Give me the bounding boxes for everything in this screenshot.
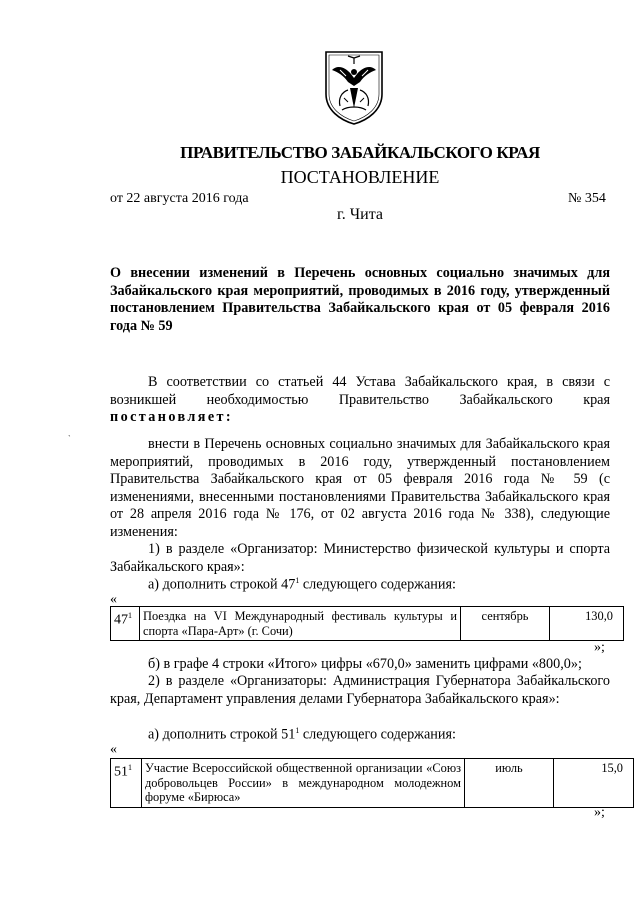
decision-word: постановляет: — [110, 409, 234, 425]
event-month: июль — [465, 759, 554, 808]
document-type: ПОСТАНОВЛЕНИЕ — [280, 167, 440, 187]
item-1-text: 1) в разделе «Организатор: Министерство физической культуры и спорта Забайкальского края»: — [110, 541, 610, 575]
item-2-text: 2) в разделе «Организаторы: Администрация Губернатора Забайкальского края, Департамент управления делами Губернатора Забайкальского края»: — [110, 673, 610, 707]
document-city: г. Чита — [336, 206, 383, 223]
item-1b: б) в графе 4 строки «Итого» цифры «670,0» заменить цифрами «800,0»; — [148, 656, 582, 672]
event-name: Участие Всероссийской общественной организации «Союз добровольцев России» в международном молодежном форуме «Бирюса» — [142, 759, 465, 808]
amendment-table-1 — [110, 606, 624, 641]
document-number: № 354 — [568, 191, 606, 206]
row-number: $51^1$ — [111, 759, 142, 808]
government-title: ПРАВИТЕЛЬСТВО ЗАБАЙКАЛЬСКОГО КРАЯ — [180, 143, 540, 162]
item-2 — [110, 673, 610, 708]
margin-mark: ` — [68, 434, 71, 443]
quote-open-2: « — [110, 742, 117, 757]
preamble-text: В соответствии со статьей 44 Устава Забайкальского края, в связи с возникшей необходимостью Правительство Забайкальского края — [110, 374, 610, 408]
table-row — [111, 759, 634, 808]
item-1 — [110, 541, 610, 576]
event-sum: 15,0 — [554, 759, 634, 808]
event-sum: 130,0 — [550, 607, 624, 641]
item-2a: а) дополнить строкой $51^1$ следующего содержания: — [148, 726, 456, 743]
document-date: от 22 августа 2016 года — [110, 191, 249, 206]
item-1a: а) дополнить строкой $47^1$ следующего содержания: — [148, 576, 456, 593]
intro-text: внести в Перечень основных социально значимых для Забайкальского края мероприятий, проводимых в 2016 году, утвержденный постановлением Правительства Забайкальского края от 05 февраля 2016 года № 59 (с изменениями, внесенными постановлениями Правительства Забайкальского края от 28 апреля 2016 года № 176, от 02 августа 2016 года № 338), следующие изменения: — [110, 436, 610, 540]
intro-paragraph — [110, 436, 610, 541]
coat-of-arms-emblem — [318, 48, 390, 126]
table-row — [111, 607, 624, 641]
preamble — [110, 374, 610, 427]
quote-close-2: »; — [594, 805, 605, 820]
quote-open-1: « — [110, 592, 117, 607]
quote-close-1: »; — [594, 640, 605, 655]
amendment-table-2 — [110, 758, 634, 808]
event-name: Поездка на VI Международный фестиваль культуры и спорта «Пара-Арт» (г. Сочи) — [140, 607, 461, 641]
document-subject: О внесении изменений в Перечень основных социально значимых для Забайкальского края мероприятий, проводимых в 2016 году, утвержденный постановлением Правительства Забайкальского края от 05 февраля 2016 года № 59 — [110, 265, 610, 334]
row-number: $47^1$ — [111, 607, 140, 641]
event-month: сентябрь — [461, 607, 550, 641]
